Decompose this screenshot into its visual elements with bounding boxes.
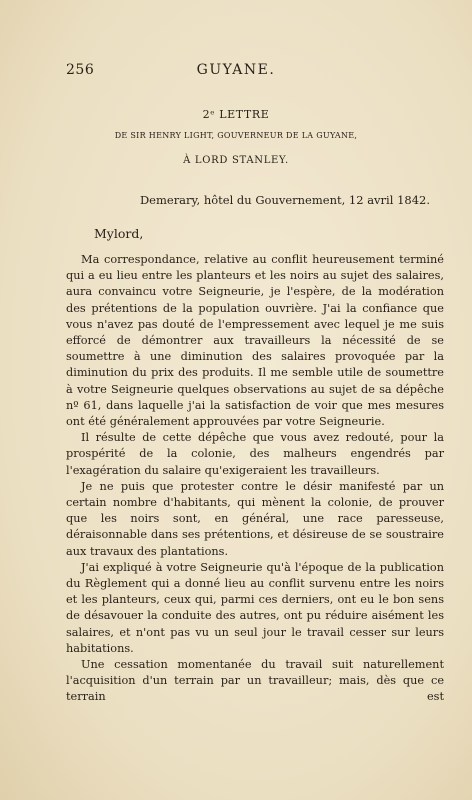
letter-title: 2ᵉ LETTRE <box>202 108 270 121</box>
page-number: 256 <box>66 62 95 78</box>
paragraph: Une cessation momentanée du travail suit naturellement l'acquisition d'un terrain par un travailleur; mais, dès que ce terrain est <box>66 658 444 704</box>
paragraph: Il résulte de cette dépêche que vous avez redouté, pour la prospérité de la colonie, des malheurs engendrés par l'exagération du salaire qu'exigeraient les travailleurs. <box>66 431 444 477</box>
paragraph: J'ai expliqué à votre Seigneurie qu'à l'époque de la publication du Règlement qui a donné lieu au conflit survenu entre les noirs et les planteurs, ceux qui, parmi ces derniers, ont eu le bon sens de désavouer la conduite des autres, ont pu réduire aisément les salaires, et n'ont pas vu un seul jour le travail cesser sur leurs habitations. <box>66 560 444 655</box>
running-head: GUYANE. <box>196 62 276 78</box>
salutation: Mylord, <box>94 226 144 241</box>
letter-recipient: À LORD STANLEY. <box>183 155 289 166</box>
paragraph: Je ne puis que protester contre le désir manifesté par un certain nombre d'habitants, qui mènent la colonie, de prouver que les noirs sont, en général, une race paresseuse, déraisonnable dans ses prétentions, et désireuse de se soustraire aux travaux des plantations. <box>66 479 444 558</box>
dateline: Demerary, hôtel du Gouvernement, 12 avril 1842. <box>139 193 430 207</box>
page-header <box>0 58 472 80</box>
letter-body <box>66 252 444 706</box>
letter-subtitle: DE SIR HENRY LIGHT, GOUVERNEUR DE LA GUYANE, <box>114 131 358 140</box>
paragraph: Ma correspondance, relative au conflit heureusement terminé qui a eu lieu entre les planteurs et les noirs au sujet des salaires, aura convaincu votre Seigneurie, je l'espère, de la modération des prétentions de la population ouvrière. J'ai la confiance que vous n'avez pas douté de l'empressement avec lequel je me suis efforcé de démontrer aux travailleurs la nécessité de se soumettre à une diminution des salaires provoquée par la diminution du prix des produits. Il me semble utile de soumettre à votre Seigneurie quelques observations au sujet de sa dépêche nº 61, dans laquelle j'ai la satisfaction de voir que mes mesures ont été généralement approuvées par votre Seigneurie. <box>66 253 444 429</box>
